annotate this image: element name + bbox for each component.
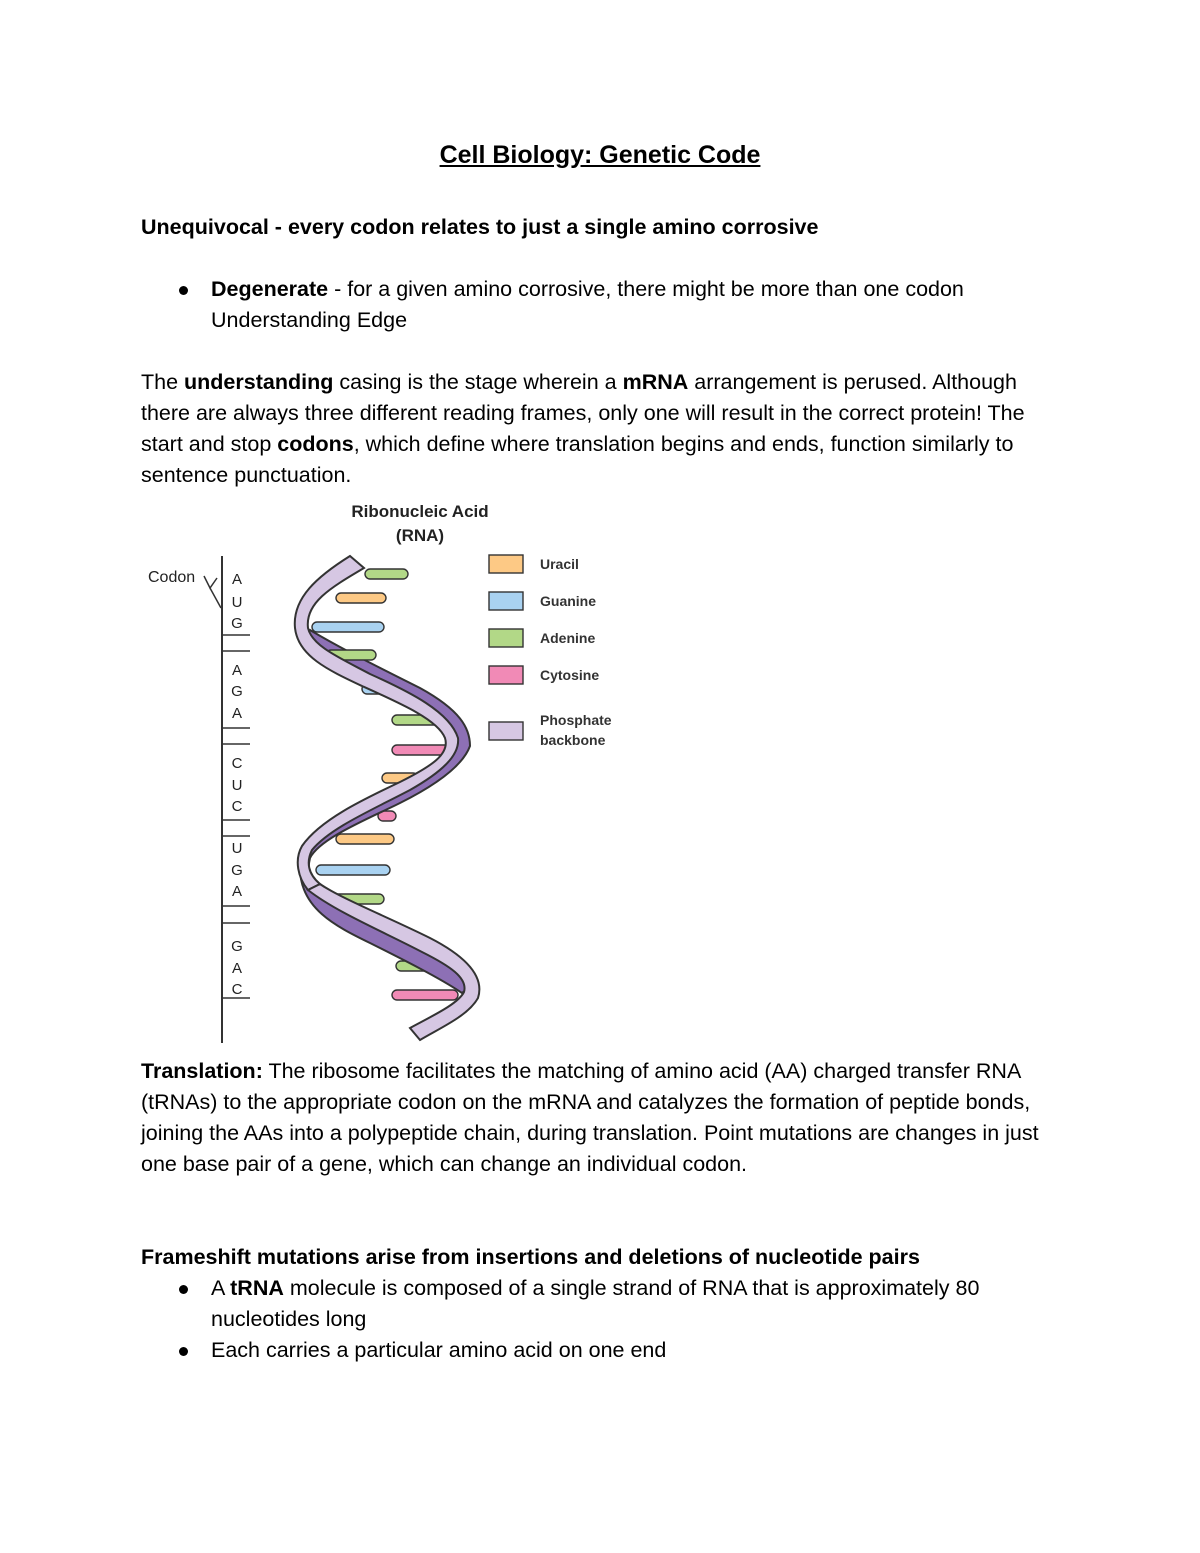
sequence-letter: C	[231, 981, 243, 998]
term-mrna: mRNA	[622, 370, 689, 394]
sequence-letter: G	[231, 615, 243, 632]
text-span: arrangement is perused. Although there are always three different reading frames, only one will result in the correct protein! The start and stop	[141, 370, 1025, 456]
bullet-list-degenerate	[141, 274, 1071, 336]
term-understanding: understanding	[184, 370, 334, 394]
diagram-title: Ribonucleic Acid	[351, 502, 489, 521]
codon-pointer-line	[210, 588, 221, 608]
bullet-icon	[179, 286, 188, 295]
text-span: , which define where translation begins and ends, function similarly to sentence punctuation.	[141, 432, 1014, 487]
paragraph-reading-frame	[141, 367, 1071, 491]
legend-label: Cytosine	[540, 667, 600, 683]
legend-swatch	[489, 666, 523, 684]
sequence-letter: G	[231, 938, 243, 955]
rna-diagram	[140, 498, 640, 1046]
text-span: The ribosome facilitates the matching of amino acid (AA) charged transfer RNA (tRNAs) to the appropriate codon on the mRNA and catalyzes the formation of peptide bonds, joining the AAs into a polypeptide chain, during translation. Point mutations are changes in just one base pair of a gene, which can change an individual codon.	[141, 1059, 1039, 1176]
sequence-letter: U	[231, 777, 243, 794]
legend-swatch	[489, 592, 523, 610]
sequence-letter: U	[231, 594, 243, 611]
bullet-list-trna	[141, 1273, 1071, 1366]
sequence-letter: A	[231, 960, 243, 977]
rna-helix	[295, 556, 480, 1040]
bullet-icon	[179, 1347, 188, 1356]
base-pair-bar	[392, 990, 458, 1000]
paragraph-translation	[141, 1056, 1071, 1180]
sequence-letter: A	[231, 883, 243, 900]
text-span: The	[141, 370, 185, 394]
term-degenerate: Degenerate	[211, 277, 329, 301]
text-span: molecule is composed of a single strand of RNA that is approximately 80 nucleotides long	[211, 1276, 980, 1331]
bullet-icon	[179, 1285, 188, 1294]
heading-unequivocal: Unequivocal - every codon relates to just a single amino corrosive	[141, 215, 819, 239]
base-pair-bar	[336, 834, 394, 844]
sequence-letter: C	[231, 798, 243, 815]
sequence-letter: A	[231, 705, 243, 722]
codon-pointer	[204, 576, 217, 588]
sequence-letter: U	[231, 840, 243, 857]
sequence-letter: A	[231, 571, 243, 588]
term-codons: codons	[277, 432, 354, 456]
legend-label: backbone	[540, 732, 606, 748]
list-item	[141, 274, 1071, 336]
diagram-subtitle: (RNA)	[395, 526, 445, 545]
codon-label: Codon	[148, 569, 196, 586]
sequence-letter: G	[231, 683, 243, 700]
backbone-strand-light-lower	[308, 884, 479, 1040]
heading-frameshift: Frameshift mutations arise from insertions and deletions of nucleotide pairs	[141, 1245, 920, 1269]
legend-swatch	[489, 722, 523, 740]
document-title: Cell Biology: Genetic Code	[439, 141, 761, 169]
sequence-letter: A	[231, 662, 243, 679]
legend-label: Phosphate	[540, 712, 612, 728]
term-trna: tRNA	[230, 1276, 284, 1300]
text-span: Each carries a particular amino acid on one end	[211, 1338, 667, 1362]
base-pair-bar	[336, 593, 386, 603]
sequence-letter: C	[231, 755, 243, 772]
bases-front	[312, 569, 408, 904]
legend-label: Adenine	[540, 630, 596, 646]
degenerate-text: - for a given amino corrosive, there might be more than one codon	[328, 277, 964, 301]
degenerate-line2: Understanding Edge	[211, 308, 408, 332]
legend	[489, 555, 612, 748]
base-pair-bar	[312, 622, 384, 632]
text-span: casing is the stage wherein a	[333, 370, 623, 394]
legend-label: Uracil	[540, 556, 579, 572]
list-item	[141, 1335, 1071, 1366]
term-translation: Translation:	[141, 1059, 263, 1083]
list-item	[141, 1273, 1071, 1335]
legend-swatch	[489, 555, 523, 573]
text-span: A	[211, 1276, 231, 1300]
base-pair-bar	[365, 569, 408, 579]
base-pair-bar	[316, 865, 390, 875]
legend-swatch	[489, 629, 523, 647]
sequence-letter: G	[231, 862, 243, 879]
legend-label: Guanine	[540, 593, 597, 609]
